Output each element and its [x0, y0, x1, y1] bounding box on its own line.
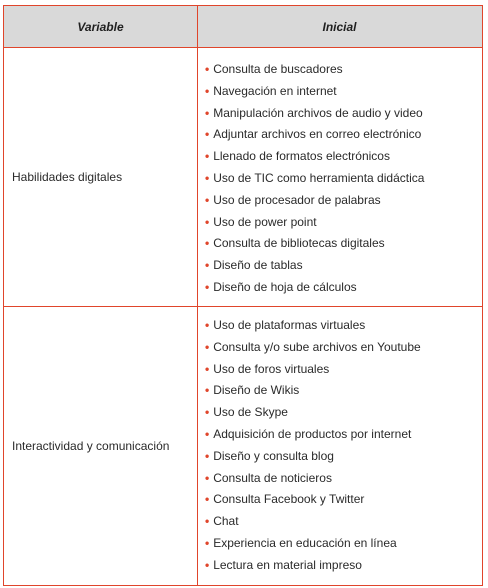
list-item [205, 402, 478, 424]
variable-text: Habilidades digitales [12, 170, 123, 184]
bullet-icon: • [205, 535, 210, 550]
list-item-text: Consulta de noticieros [213, 470, 332, 485]
list-item-text: Uso de TIC como herramienta didáctica [213, 170, 425, 185]
list-item-text: Adjuntar archivos en correo electrónico [213, 127, 422, 142]
bullet-icon: • [205, 258, 210, 273]
bullet-icon: • [205, 214, 210, 229]
bullet-icon: • [205, 192, 210, 207]
list-item-text: Diseño de hoja de cálculos [213, 279, 357, 294]
bullet-icon: • [205, 514, 210, 529]
list-item-text: Uso de foros virtuales [213, 361, 330, 376]
list-item [205, 168, 478, 190]
list-item [205, 468, 478, 490]
list-item-text: Consulta Facebook y Twitter [213, 492, 365, 507]
list-item [205, 81, 478, 103]
list-item [205, 446, 478, 468]
data-table [3, 5, 483, 586]
list-item-text: Lectura en material impreso [213, 557, 362, 572]
header-inicial [197, 6, 482, 47]
bullet-icon: • [205, 405, 210, 420]
bullet-icon: • [205, 149, 210, 164]
list-item-text: Consulta de buscadores [213, 62, 343, 76]
list-item-text: Manipulación archivos de audio y video [213, 105, 423, 120]
row-items-cell [198, 307, 482, 584]
item-list [205, 315, 478, 577]
list-item [205, 103, 478, 125]
header-variable [4, 6, 197, 47]
list-item [205, 511, 478, 533]
list-item [205, 315, 478, 337]
list-item-text: Experiencia en educación en línea [213, 535, 397, 550]
row-variable-label [4, 307, 197, 584]
list-item-text: Diseño de tablas [213, 258, 303, 273]
list-item [205, 380, 478, 402]
list-item-text: Consulta de bibliotecas digitales [213, 236, 385, 251]
list-item-text: Chat [213, 514, 239, 529]
list-item-text: Navegación en internet [213, 83, 337, 98]
bullet-icon: • [205, 83, 210, 98]
list-item-text: Uso de power point [213, 214, 317, 229]
list-item-text: Adquisición de productos por internet [213, 426, 412, 441]
bullet-icon: • [205, 383, 210, 398]
bullet-icon: • [205, 492, 210, 507]
header-inicial-label: Inicial [322, 19, 357, 34]
bullet-icon: • [205, 62, 210, 76]
header-variable-label: Variable [77, 19, 124, 34]
bullet-icon: • [205, 470, 210, 485]
list-item [205, 277, 478, 299]
list-item-text: Diseño de Wikis [213, 383, 300, 398]
list-item-text: Uso de Skype [213, 405, 288, 420]
list-item [205, 59, 478, 81]
bullet-icon: • [205, 318, 210, 332]
item-list [205, 59, 478, 299]
bullet-icon: • [205, 557, 210, 572]
bullet-icon: • [205, 339, 210, 354]
list-item [205, 359, 478, 381]
variable-text: Interactividad y comunicación [12, 438, 170, 453]
bullet-icon: • [205, 105, 210, 120]
bullet-icon: • [205, 279, 210, 294]
list-item [205, 124, 478, 146]
list-item [205, 233, 478, 255]
list-item [205, 146, 478, 168]
list-item-text: Diseño y consulta blog [213, 448, 334, 463]
list-item-text: Consulta y/o sube archivos en Youtube [213, 339, 421, 354]
list-item [205, 489, 478, 511]
list-item [205, 190, 478, 212]
bullet-icon: • [205, 361, 210, 376]
list-item-text: Uso de plataformas virtuales [213, 318, 366, 332]
bullet-icon: • [205, 236, 210, 251]
bullet-icon: • [205, 448, 210, 463]
list-item-text: Uso de procesador de palabras [213, 192, 381, 207]
bullet-icon: • [205, 426, 210, 441]
bullet-icon: • [205, 127, 210, 142]
row-items-cell [198, 48, 482, 306]
list-item [205, 533, 478, 555]
list-item [205, 255, 478, 277]
list-item [205, 555, 478, 577]
list-item-text: Llenado de formatos electrónicos [213, 149, 390, 164]
list-item [205, 337, 478, 359]
list-item [205, 212, 478, 234]
bullet-icon: • [205, 170, 210, 185]
list-item [205, 424, 478, 446]
row-variable-label [4, 48, 197, 306]
